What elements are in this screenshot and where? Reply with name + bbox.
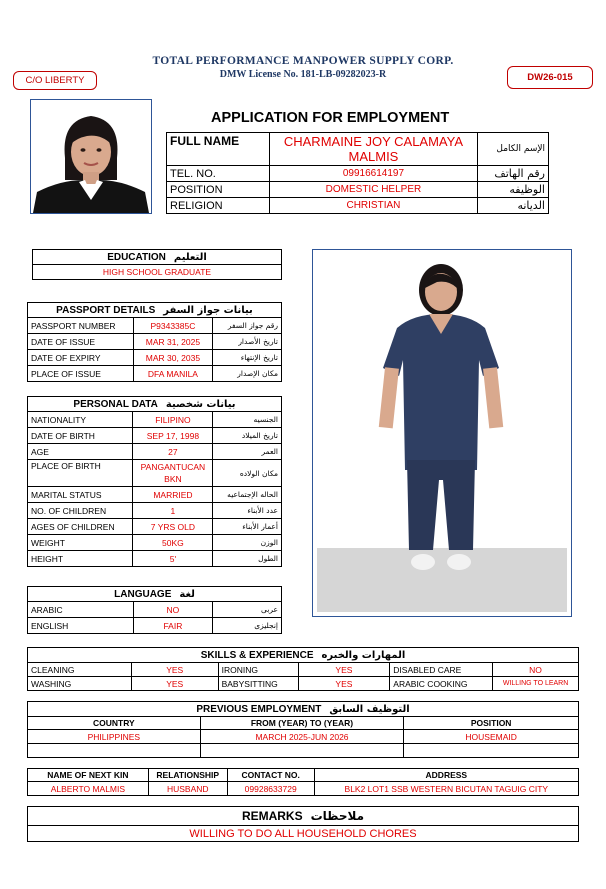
arabic-level-value: NO [133, 602, 213, 618]
tel-label: TEL. NO. [167, 166, 270, 182]
previous-country-value: PHILIPPINES [28, 730, 201, 744]
skill-label: CLEANING [28, 663, 132, 677]
skill-label: WASHING [28, 677, 132, 691]
personal-row-label: NO. OF CHILDREN [28, 503, 133, 519]
english-level-value: FAIR [133, 618, 213, 634]
full-name-value: CHARMAINE JOY CALAMAYA MALMIS [269, 133, 477, 166]
language-row-label-ar: عربى [213, 602, 282, 618]
date-of-issue-value: MAR 31, 2025 [133, 334, 213, 350]
country-column-header: COUNTRY [28, 717, 201, 730]
passport-table [27, 302, 282, 382]
kin-address-value: BLK2 LOT1 SSB WESTERN BICUTAN TAGUIG CITY [314, 782, 578, 796]
passport-row-label-ar: تاريخ الإنتهاء [213, 350, 282, 366]
personal-row-label-ar: الوزن [213, 535, 282, 551]
tel-value: 09916614197 [269, 166, 477, 182]
personal-row-label-ar: الطول [213, 551, 282, 567]
education-heading: EDUCATION التعليم [33, 250, 282, 265]
full-name-label: FULL NAME [167, 133, 270, 166]
personal-row-label-ar: الحاله الإجتماعيه [213, 487, 282, 503]
full-body-photo [312, 249, 572, 617]
kin-relationship-column-header: RELATIONSHIP [148, 769, 227, 782]
kin-contact-column-header: CONTACT NO. [227, 769, 314, 782]
skills-table [27, 647, 579, 691]
passport-row-label: DATE OF EXPIRY [28, 350, 134, 366]
license-number: DMW License No. 181-LB-09282023-R [219, 69, 387, 80]
education-value: HIGH SCHOOL GRADUATE [33, 265, 282, 280]
previous-employment-table [27, 701, 579, 758]
personal-row-label-ar: الجنسيه [213, 412, 282, 428]
personal-data-table [27, 396, 282, 567]
place-of-birth-value: PANGANTUCAN BKN [133, 460, 213, 487]
passport-row-label-ar: تاريخ الأصدار [213, 334, 282, 350]
empty-cell [200, 744, 404, 758]
next-of-kin-table [27, 768, 579, 796]
empty-cell [28, 744, 201, 758]
position-value: DOMESTIC HELPER [269, 182, 477, 198]
personal-row-label: WEIGHT [28, 535, 133, 551]
personal-row-label-ar: تاريخ الميلاد [213, 428, 282, 444]
cleaning-value: YES [131, 663, 218, 677]
weight-value: 50KG [133, 535, 213, 551]
language-table [27, 586, 282, 634]
education-table [32, 249, 282, 280]
personal-row-label: PLACE OF BIRTH [28, 460, 133, 487]
language-row-label: ENGLISH [28, 618, 134, 634]
period-column-header: FROM (YEAR) TO (YEAR) [200, 717, 404, 730]
place-of-issue-value: DFA MANILA [133, 366, 213, 382]
remarks-heading: REMARKS ملاحظات [28, 807, 579, 826]
language-heading: LANGUAGE لغة [28, 587, 282, 602]
remarks-value: WILLING TO DO ALL HOUSEHOLD CHORES [28, 826, 579, 842]
nationality-value: FILIPINO [133, 412, 213, 428]
tel-label-ar: رقم الهاتف [478, 166, 549, 182]
personal-row-label: AGE [28, 444, 133, 460]
language-row-label-ar: إنجليزى [213, 618, 282, 634]
reference-code-tag: DW26-015 [507, 66, 593, 89]
passport-row-label: PASSPORT NUMBER [28, 318, 134, 334]
kin-address-column-header: ADDRESS [314, 769, 578, 782]
skill-label: IRONING [218, 663, 298, 677]
personal-row-label: AGES OF CHILDREN [28, 519, 133, 535]
date-of-birth-value: SEP 17, 1998 [133, 428, 213, 444]
applicant-info-table [166, 132, 549, 214]
skill-label: ARABIC COOKING [390, 677, 493, 691]
religion-label-ar: الديانه [478, 198, 549, 214]
marital-status-value: MARRIED [133, 487, 213, 503]
ironing-value: YES [298, 663, 390, 677]
passport-row-label-ar: مكان الإصدار [213, 366, 282, 382]
age-value: 27 [133, 444, 213, 460]
position-label-ar: الوظيفه [478, 182, 549, 198]
babysitting-value: YES [298, 677, 390, 691]
position-label: POSITION [167, 182, 270, 198]
previous-position-value: HOUSEMAID [404, 730, 579, 744]
headshot-photo [30, 99, 152, 214]
date-of-expiry-value: MAR 30, 2035 [133, 350, 213, 366]
agency-name: TOTAL PERFORMANCE MANPOWER SUPPLY CORP. [152, 55, 454, 67]
skill-label: DISABLED CARE [390, 663, 493, 677]
personal-row-label-ar: عدد الأبناء [213, 503, 282, 519]
kin-contact-value: 09928633729 [227, 782, 314, 796]
religion-value: CHRISTIAN [269, 198, 477, 214]
personal-row-label-ar: مكان الولاده [213, 460, 282, 487]
language-row-label: ARABIC [28, 602, 134, 618]
disabled-care-value: NO [493, 663, 579, 677]
skills-heading: SKILLS & EXPERIENCE المهارات والخبره [28, 648, 579, 663]
passport-row-label: DATE OF ISSUE [28, 334, 134, 350]
personal-row-label: DATE OF BIRTH [28, 428, 133, 444]
personal-row-label: MARITAL STATUS [28, 487, 133, 503]
position-column-header: POSITION [404, 717, 579, 730]
full-name-label-ar: الإسم الكامل [478, 133, 549, 166]
personal-data-heading: PERSONAL DATA بيانات شخصية [28, 397, 282, 412]
skill-label: BABYSITTING [218, 677, 298, 691]
kin-name-column-header: NAME OF NEXT KIN [28, 769, 149, 782]
personal-row-label: HEIGHT [28, 551, 133, 567]
washing-value: YES [131, 677, 218, 691]
personal-row-label-ar: أعمار الأبناء [213, 519, 282, 535]
form-title: APPLICATION FOR EMPLOYMENT [211, 110, 450, 126]
height-value: 5' [133, 551, 213, 567]
empty-cell [404, 744, 579, 758]
co-tag: C/O LIBERTY [13, 71, 97, 90]
previous-employment-heading: PREVIOUS EMPLOYMENT التوظيف السابق [28, 702, 579, 717]
ages-of-children-value: 7 YRS OLD [133, 519, 213, 535]
passport-row-label: PLACE OF ISSUE [28, 366, 134, 382]
passport-number-value: P9343385C [133, 318, 213, 334]
passport-heading: PASSPORT DETAILS بيانات جواز السفر [28, 303, 282, 318]
religion-label: RELIGION [167, 198, 270, 214]
arabic-cooking-value: WILLING TO LEARN [493, 677, 579, 691]
remarks-table [27, 806, 579, 842]
previous-period-value: MARCH 2025-JUN 2026 [200, 730, 404, 744]
no-of-children-value: 1 [133, 503, 213, 519]
kin-name-value: ALBERTO MALMIS [28, 782, 149, 796]
personal-row-label-ar: العمر [213, 444, 282, 460]
passport-row-label-ar: رقم جواز السفر [213, 318, 282, 334]
kin-relationship-value: HUSBAND [148, 782, 227, 796]
personal-row-label: NATIONALITY [28, 412, 133, 428]
